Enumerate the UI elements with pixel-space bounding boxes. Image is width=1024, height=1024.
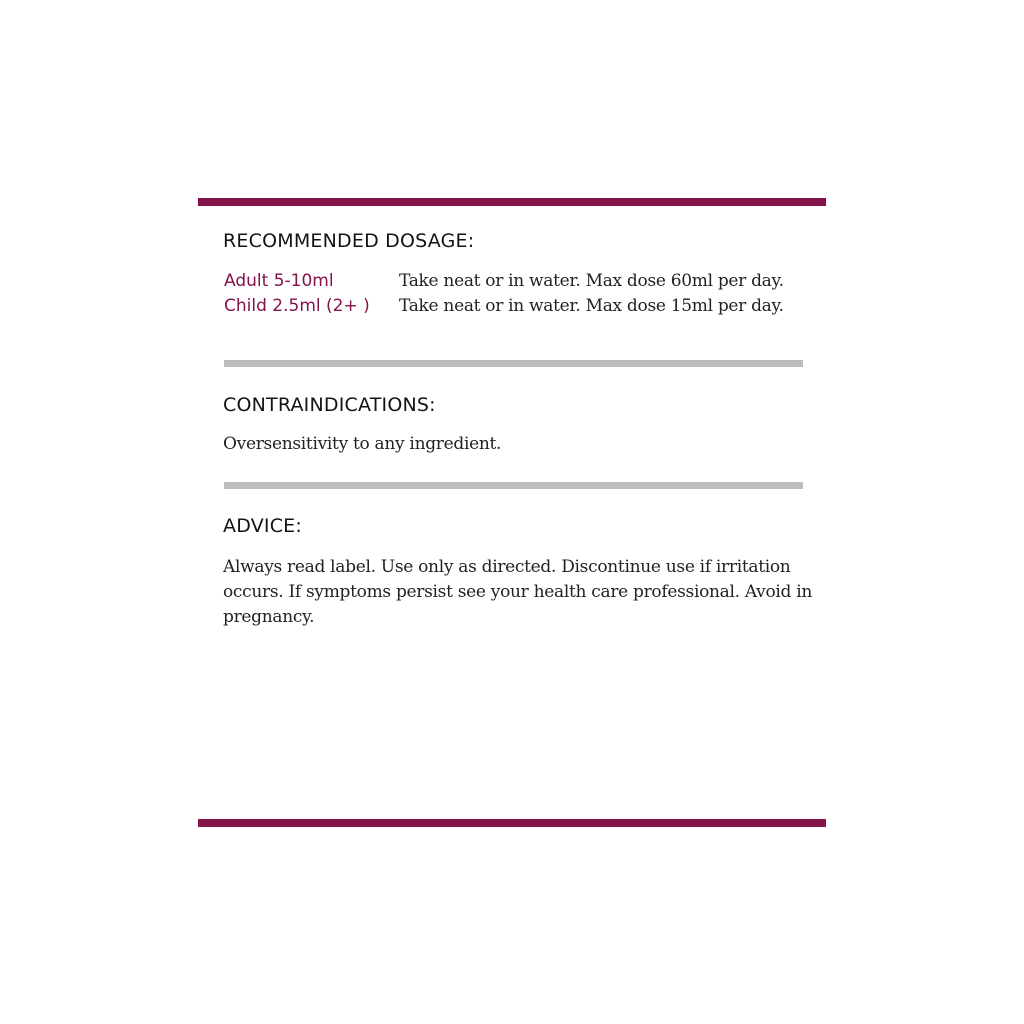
- advice-text: Always read label. Use only as directed. Discontinue use if irritation occurs. If symptoms persist see your health care professional. Avoid in pregnancy.: [223, 557, 812, 627]
- advice-heading: ADVICE:: [223, 515, 302, 537]
- section-divider: [224, 360, 803, 367]
- contraindications-heading: CONTRAINDICATIONS:: [223, 394, 436, 416]
- top-accent-bar: [198, 198, 826, 206]
- dosage-label-child: Child 2.5ml (2+ ): [224, 296, 370, 316]
- contraindications-text: Oversensitivity to any ingredient.: [223, 434, 502, 454]
- bottom-accent-bar: [198, 819, 826, 827]
- dosage-instruction-adult: Take neat or in water. Max dose 60ml per day.: [399, 271, 784, 291]
- dosage-instruction-child: Take neat or in water. Max dose 15ml per day.: [399, 296, 784, 316]
- dosage-label-adult: Adult 5-10ml: [224, 271, 334, 291]
- section-divider: [224, 482, 803, 489]
- dosage-heading: RECOMMENDED DOSAGE:: [223, 230, 475, 252]
